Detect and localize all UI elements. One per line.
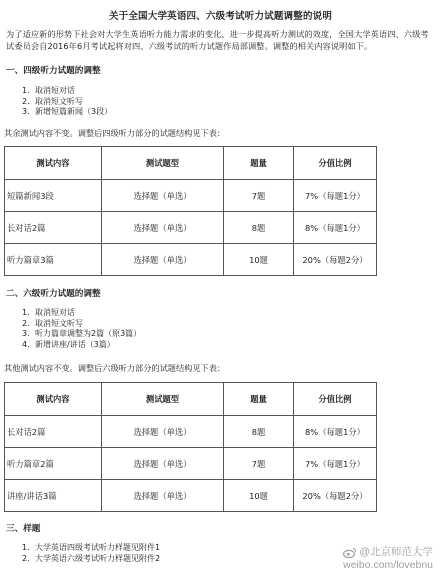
table-cell: 7题 (224, 448, 294, 480)
table-row (5, 416, 377, 448)
table-cell: 8题 (224, 416, 294, 448)
list-item: 1. 大学英语四级考试听力样题见附件1 (22, 543, 161, 552)
table-cell: 选择题（单选） (102, 244, 224, 276)
cet6-listening-table (4, 382, 377, 512)
document-title: 关于全国大学英语四、六级考试听力试题调整的说明 (108, 11, 333, 22)
section1-heading: 一、四级听力试题的调整 (6, 66, 101, 76)
table-cell: 长对话2篇 (5, 416, 102, 448)
section3-list (22, 543, 160, 564)
weibo-logo-icon (343, 547, 357, 558)
table-header-row (5, 383, 377, 416)
table-cell: 20%（每题2分） (294, 480, 377, 512)
table-cell: 20%（每题2分） (294, 244, 377, 276)
header-cell: 测试题型 (102, 383, 224, 416)
table-row (5, 244, 377, 276)
table-cell: 讲座/讲话3篇 (5, 480, 102, 512)
section1-list (22, 86, 112, 118)
list-item: 4. 新增讲座/讲话（3篇） (22, 339, 115, 349)
table-cell: 短篇新闻3段 (5, 180, 102, 212)
intro-paragraph: 为了适应新的形势下社会对大学生英语听力能力需求的变化，进一步提高听力测试的效度，全国大学英语四、六级考试委员会自2016年6月考试起将对四、六级考试的听力试题作局部调整。调整的相关内容说明如下。 (6, 29, 429, 51)
table-cell: 选择题（单选） (102, 416, 224, 448)
table-cell: 10题 (224, 244, 294, 276)
table-cell: 选择题（单选） (102, 180, 224, 212)
table-row (5, 212, 377, 244)
table-header-row (5, 147, 377, 180)
list-item: 3. 新增短篇新闻（3段） (22, 107, 113, 117)
table-cell: 8题 (224, 212, 294, 244)
table-cell: 7%（每题1分） (294, 180, 377, 212)
table-cell: 10题 (224, 480, 294, 512)
header-cell: 题量 (224, 383, 294, 416)
weibo-watermark (343, 546, 433, 572)
header-cell: 题量 (224, 147, 294, 180)
watermark-url: weibo.com/lovebnu (343, 559, 433, 571)
list-item: 2. 取消短文听写 (22, 96, 83, 106)
table-row (5, 448, 377, 480)
list-item: 1. 取消短对话 (22, 86, 75, 95)
header-cell: 测试题型 (102, 147, 224, 180)
table-cell: 选择题（单选） (102, 212, 224, 244)
header-cell: 分值比例 (294, 383, 377, 416)
table-row (5, 480, 377, 512)
header-cell: 测试内容 (5, 383, 102, 416)
section2-note: 其他测试内容不变。调整后六级听力部分的试题结构见下表： (4, 363, 226, 373)
list-item: 3. 听力篇章调整为2篇（原3篇） (22, 329, 142, 339)
header-cell: 测试内容 (5, 147, 102, 180)
list-item: 1. 取消短对话 (22, 308, 75, 317)
cet4-listening-table (4, 146, 377, 276)
table-cell: 8%（每题1分） (294, 212, 377, 244)
section2-heading: 二、六级听力试题的调整 (6, 289, 101, 299)
table-cell: 7题 (224, 180, 294, 212)
table-cell: 选择题（单选） (102, 480, 224, 512)
section1-note: 其余测试内容不变。调整后四级听力部分的试题结构见下表： (4, 128, 226, 138)
header-cell: 分值比例 (294, 147, 377, 180)
table-cell: 选择题（单选） (102, 448, 224, 480)
section3-heading: 三、样题 (6, 524, 41, 534)
table-cell: 听力篇章2篇 (5, 448, 102, 480)
table-cell: 长对话2篇 (5, 212, 102, 244)
table-cell: 7%（每题1分） (294, 448, 377, 480)
table-cell: 听力篇章3篇 (5, 244, 102, 276)
list-item: 2. 取消短文听写 (22, 318, 83, 328)
table-row (5, 180, 377, 212)
section2-list (22, 308, 141, 350)
list-item: 2. 大学英语六级考试听力样题见附件2 (22, 553, 161, 563)
table-cell: 8%（每题1分） (294, 416, 377, 448)
watermark-account: @北京师范大学 (359, 546, 433, 558)
